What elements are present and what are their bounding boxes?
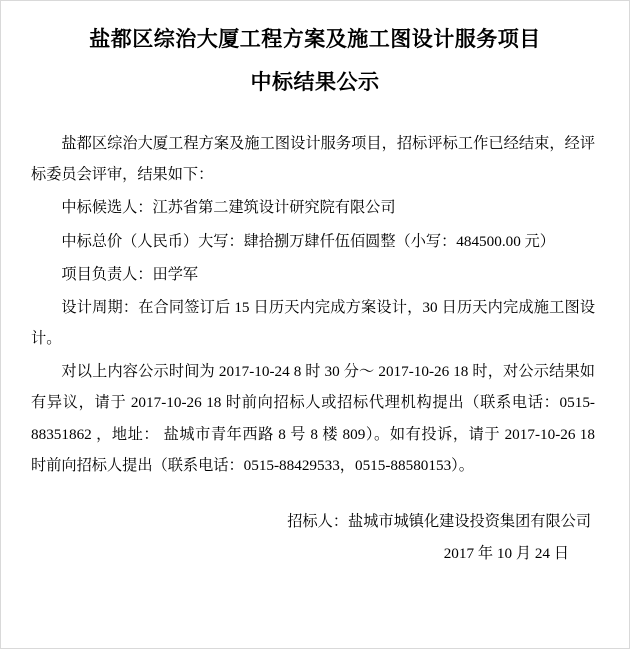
document-title-block — [1, 1, 629, 98]
paragraph-publicity-period: 对以上内容公示时间为 2017-10-24 8 时 30 分～ 2017-10-26 18 时，对公示结果如有异议，请于 2017-10-26 18 时前向招标人或招标代理机构提出（联系电话：0515-88351862 ，地址： 盐城市青年西路 8 号 8 楼 809）。如有投诉，请于 2017-10-26 18 时前向招标人提出（联系电话：0515-88429533，0515-88580153）。 — [31, 363, 595, 474]
paragraph-candidate: 中标候选人：江苏省第二建筑设计研究院有限公司 — [61, 199, 396, 217]
paragraph-design-period: 设计周期：在合同签订后 15 日历天内完成方案设计，30 日历天内完成施工图设计。 — [31, 298, 595, 348]
page-title-line-1: 盐都区综治大厦工程方案及施工图设计服务项目 — [89, 27, 541, 51]
signature-bidder: 招标人：盐城市城镇化建设投资集团有限公司 — [287, 512, 591, 530]
signature-block — [1, 507, 629, 570]
signature-date: 2017 年 10 月 24 日 — [443, 545, 569, 563]
document-body — [1, 128, 629, 481]
page-title-line-2: 中标结果公示 — [250, 69, 380, 94]
paragraph-bid-amount: 中标总价（人民币）大写：肆拾捌万肆仟伍佰圆整（小写：484500.00 元） — [61, 232, 555, 250]
paragraph-intro: 盐都区综治大厦工程方案及施工图设计服务项目，招标评标工作已经结束，经评标委员会评审，结果如下： — [31, 135, 595, 184]
paragraph-project-leader: 项目负责人：田学军 — [61, 265, 199, 283]
